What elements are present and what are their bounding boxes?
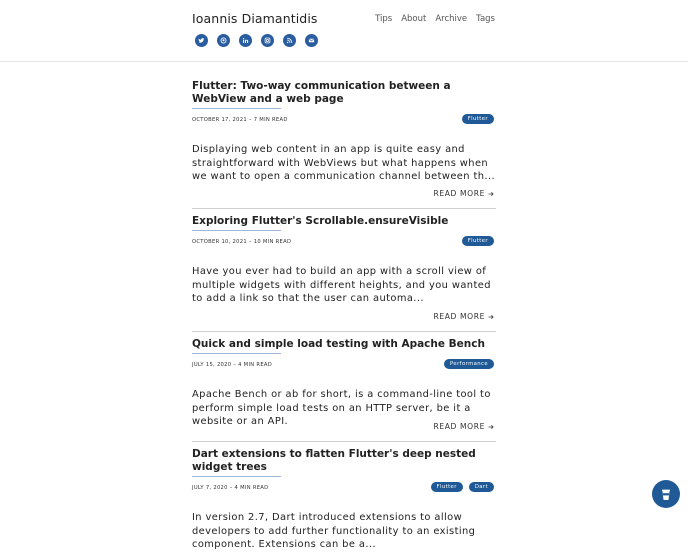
title-underline xyxy=(192,108,281,109)
title-underline xyxy=(192,230,281,231)
post-meta: JULY 15, 2020 – 4 MIN READ xyxy=(192,362,273,368)
top-nav xyxy=(375,14,495,24)
post-excerpt: Have you ever had to build an app with a scroll view of multiple widgets with different heights, and you wanted to add a link so that the user can automa... xyxy=(192,266,491,304)
post-title[interactable]: Exploring Flutter's Scrollable.ensureVisible xyxy=(192,215,449,227)
site-header xyxy=(0,0,688,62)
title-underline xyxy=(192,353,281,354)
post-card xyxy=(192,338,496,429)
post-excerpt: Apache Bench or ab for short, is a command-line tool to perform simple load tests on an HTTP server, be it a website or an API. xyxy=(192,389,491,427)
post-tags xyxy=(431,482,494,492)
read-more-link[interactable]: READ MORE xyxy=(433,422,494,431)
post-title[interactable]: Flutter: Two-way communication between a WebView and a web page xyxy=(192,80,451,105)
post-divider xyxy=(192,331,496,332)
post-tags xyxy=(462,114,494,124)
post-card xyxy=(192,448,496,552)
title-underline xyxy=(192,476,281,477)
linkedin-icon[interactable] xyxy=(239,34,252,47)
post-meta: JULY 7, 2020 – 4 MIN READ xyxy=(192,485,269,491)
buy-me-a-coffee-button[interactable] xyxy=(652,480,680,508)
post-title[interactable]: Dart extensions to flatten Flutter's deep nested widget trees xyxy=(192,448,476,473)
post-title[interactable]: Quick and simple load testing with Apache Bench xyxy=(192,338,485,350)
post-excerpt: In version 2.7, Dart introduced extensions to allow developers to add further functionality to an existing component. Extensions can be a... xyxy=(192,512,476,550)
instagram-icon[interactable] xyxy=(261,34,274,47)
nav-about[interactable]: About xyxy=(401,14,427,24)
tag-flutter[interactable]: Flutter xyxy=(462,236,494,246)
tag-flutter[interactable]: Flutter xyxy=(431,482,463,492)
post-divider xyxy=(192,208,496,209)
rss-icon[interactable] xyxy=(283,34,296,47)
post-card xyxy=(192,80,496,184)
post-excerpt: Displaying web content in an app is quite easy and straightforward with WebViews but what happens when we want to open a communication channel between th... xyxy=(192,144,496,182)
nav-archive[interactable]: Archive xyxy=(435,14,468,24)
post-meta: OCTOBER 17, 2021 – 7 MIN READ xyxy=(192,117,288,123)
site-title[interactable]: Ioannis Diamantidis xyxy=(192,11,318,26)
tag-dart[interactable]: Dart xyxy=(469,482,494,492)
arrow-right-icon xyxy=(488,314,494,320)
post-divider xyxy=(192,441,496,442)
arrow-right-icon xyxy=(488,424,494,430)
post-tags xyxy=(462,236,494,246)
arrow-right-icon xyxy=(488,191,494,197)
nav-tags[interactable]: Tags xyxy=(476,14,495,24)
tag-performance[interactable]: Performance xyxy=(444,359,494,369)
read-more-link[interactable]: READ MORE xyxy=(433,312,494,321)
social-links xyxy=(195,34,318,47)
post-meta: OCTOBER 10, 2021 – 10 MIN READ xyxy=(192,239,292,245)
coffee-cup-icon xyxy=(659,487,673,501)
twitter-icon[interactable] xyxy=(195,34,208,47)
tag-flutter[interactable]: Flutter xyxy=(462,114,494,124)
email-icon[interactable] xyxy=(305,34,318,47)
post-tags xyxy=(444,359,494,369)
post-card xyxy=(192,215,496,306)
nav-tips[interactable]: Tips xyxy=(375,14,393,24)
github-icon[interactable] xyxy=(217,34,230,47)
read-more-link[interactable]: READ MORE xyxy=(433,189,494,198)
